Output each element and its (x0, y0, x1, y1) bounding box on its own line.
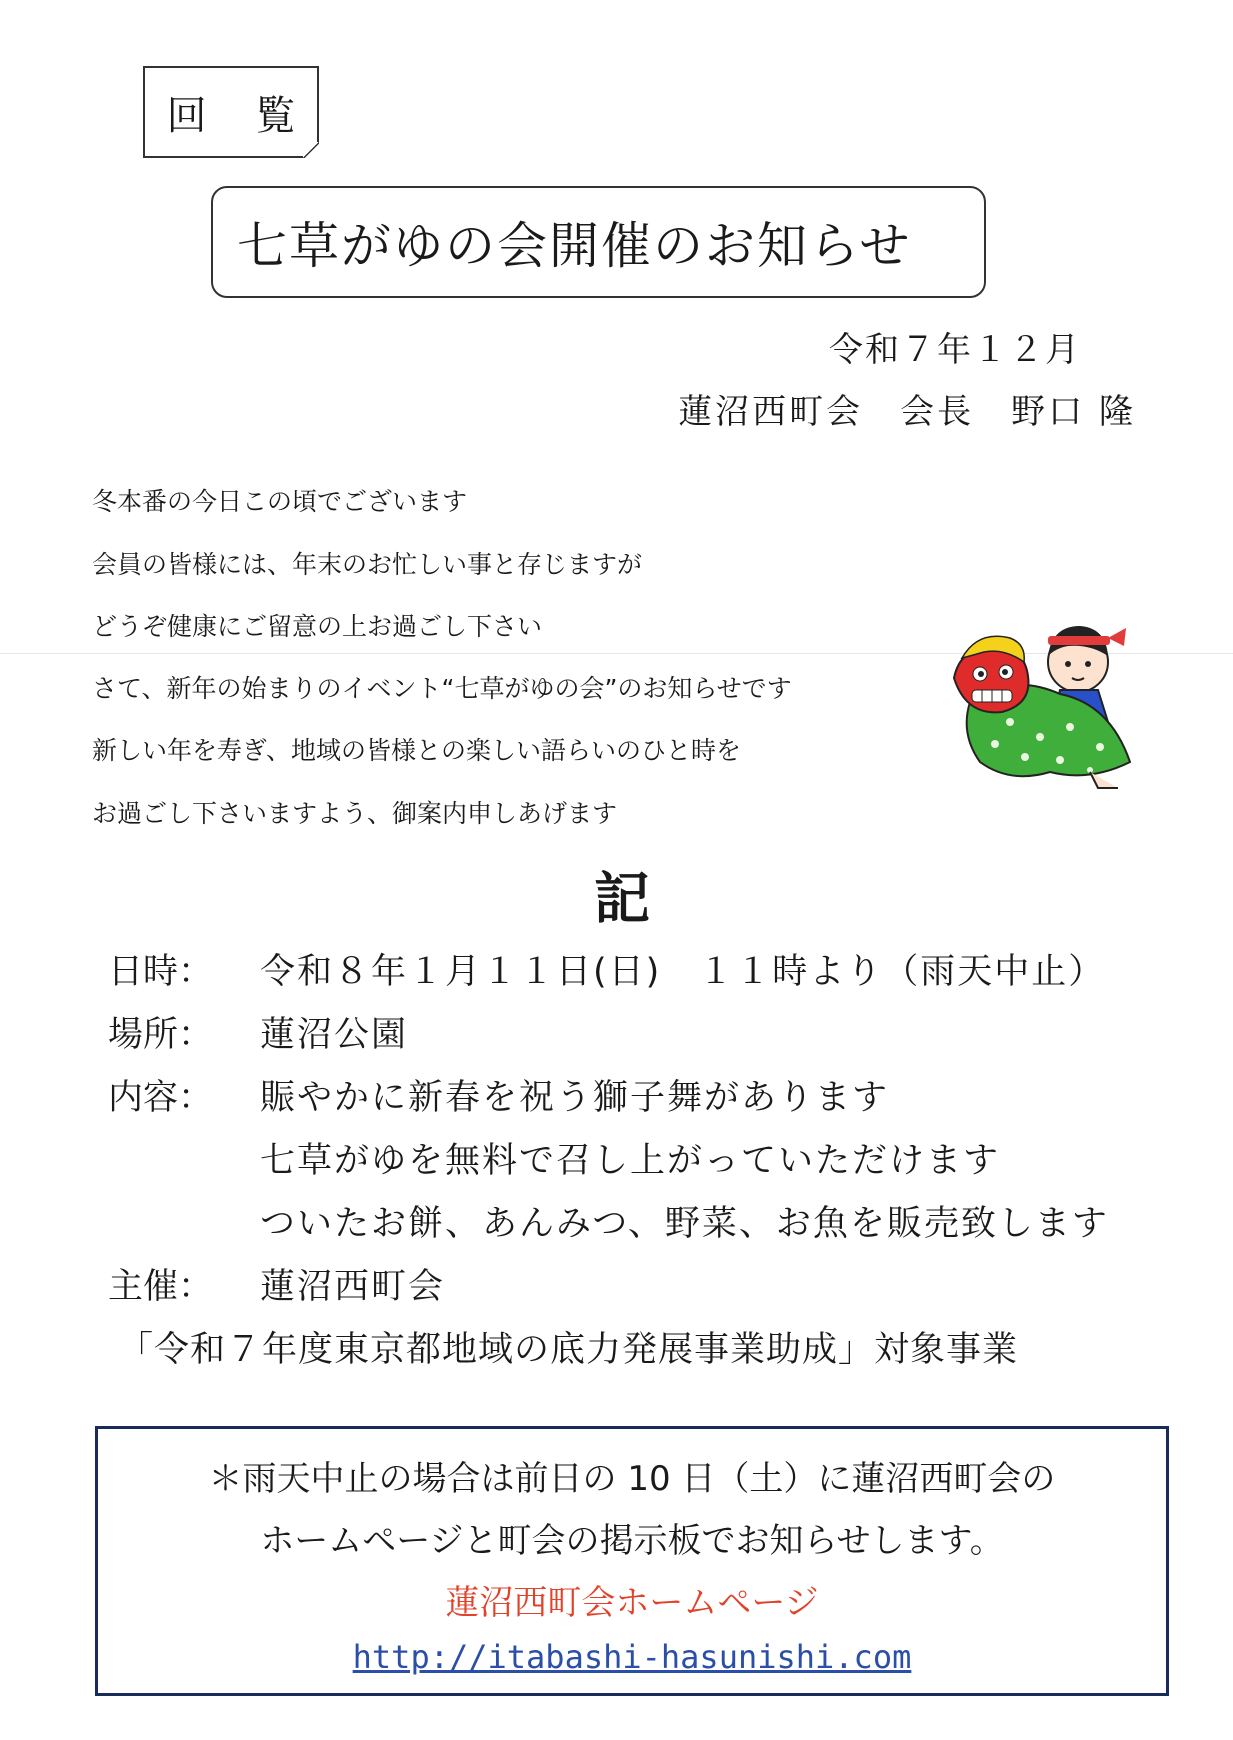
title-text: 七草がゆの会開催のお知らせ (237, 217, 912, 275)
content-line-3: ついたお餅、あんみつ、野菜、お魚を販売致します (260, 1204, 1109, 1244)
ki-heading: 記 (594, 867, 650, 932)
content-line-1: 賑やかに新春を祝う獅子舞があります (260, 1078, 890, 1118)
greeting-line-2: 会員の皆様には、年末のお忙しい事と存じますが (92, 550, 643, 579)
place-value: 蓮沼公園 (260, 1015, 409, 1055)
headband (1048, 636, 1110, 645)
homepage-label: 蓮沼西町会ホームページ (445, 1583, 819, 1623)
organizer-value: 蓮沼西町会 (260, 1267, 446, 1307)
notice-box (95, 1426, 1169, 1696)
shishimai-illustration (940, 612, 1145, 792)
kairan-label (143, 66, 319, 158)
issue-date: 令和７年１２月 (829, 330, 1081, 370)
notice-line-1: ＊雨天中止の場合は前日の 10 日（土）に蓮沼西町会の (208, 1459, 1056, 1499)
notice-line-2: ホームページと町会の掲示板でお知らせします。 (260, 1521, 1004, 1561)
greeting-line-5: 新しい年を寿ぎ、地域の皆様との楽しい語らいのひと時を (92, 736, 742, 765)
content-line-2: 七草がゆを無料で召し上がっていただけます (260, 1141, 1001, 1181)
greeting-line-6: お過ごし下さいますよう、御案内申しあげます (92, 799, 618, 828)
subsidy-note: 「令和７年度東京都地域の底力発展事業助成」対象事業 (118, 1330, 1019, 1370)
kairan-text: 回 覧 (166, 92, 314, 139)
organizer-label: 主催： (108, 1267, 214, 1307)
author-line: 蓮沼西町会 会長 野口 隆 (678, 392, 1136, 432)
greeting-line-1: 冬本番の今日この頃でございます (92, 487, 468, 516)
greeting-line-4: さて、新年の始まりのイベント“七草がゆの会”のお知らせです (92, 674, 792, 703)
content-label: 内容： (108, 1078, 214, 1118)
greeting-line-3: どうぞ健康にご留意の上お過ごし下さい (92, 612, 543, 641)
page-title (211, 186, 986, 298)
place-label: 場所： (108, 1015, 214, 1055)
homepage-link[interactable]: http://itabashi-hasunishi.com (352, 1638, 912, 1676)
datetime-value: 令和８年１月１１日(日) １１時より（雨天中止） (260, 952, 1106, 992)
datetime-label: 日時： (108, 952, 214, 992)
